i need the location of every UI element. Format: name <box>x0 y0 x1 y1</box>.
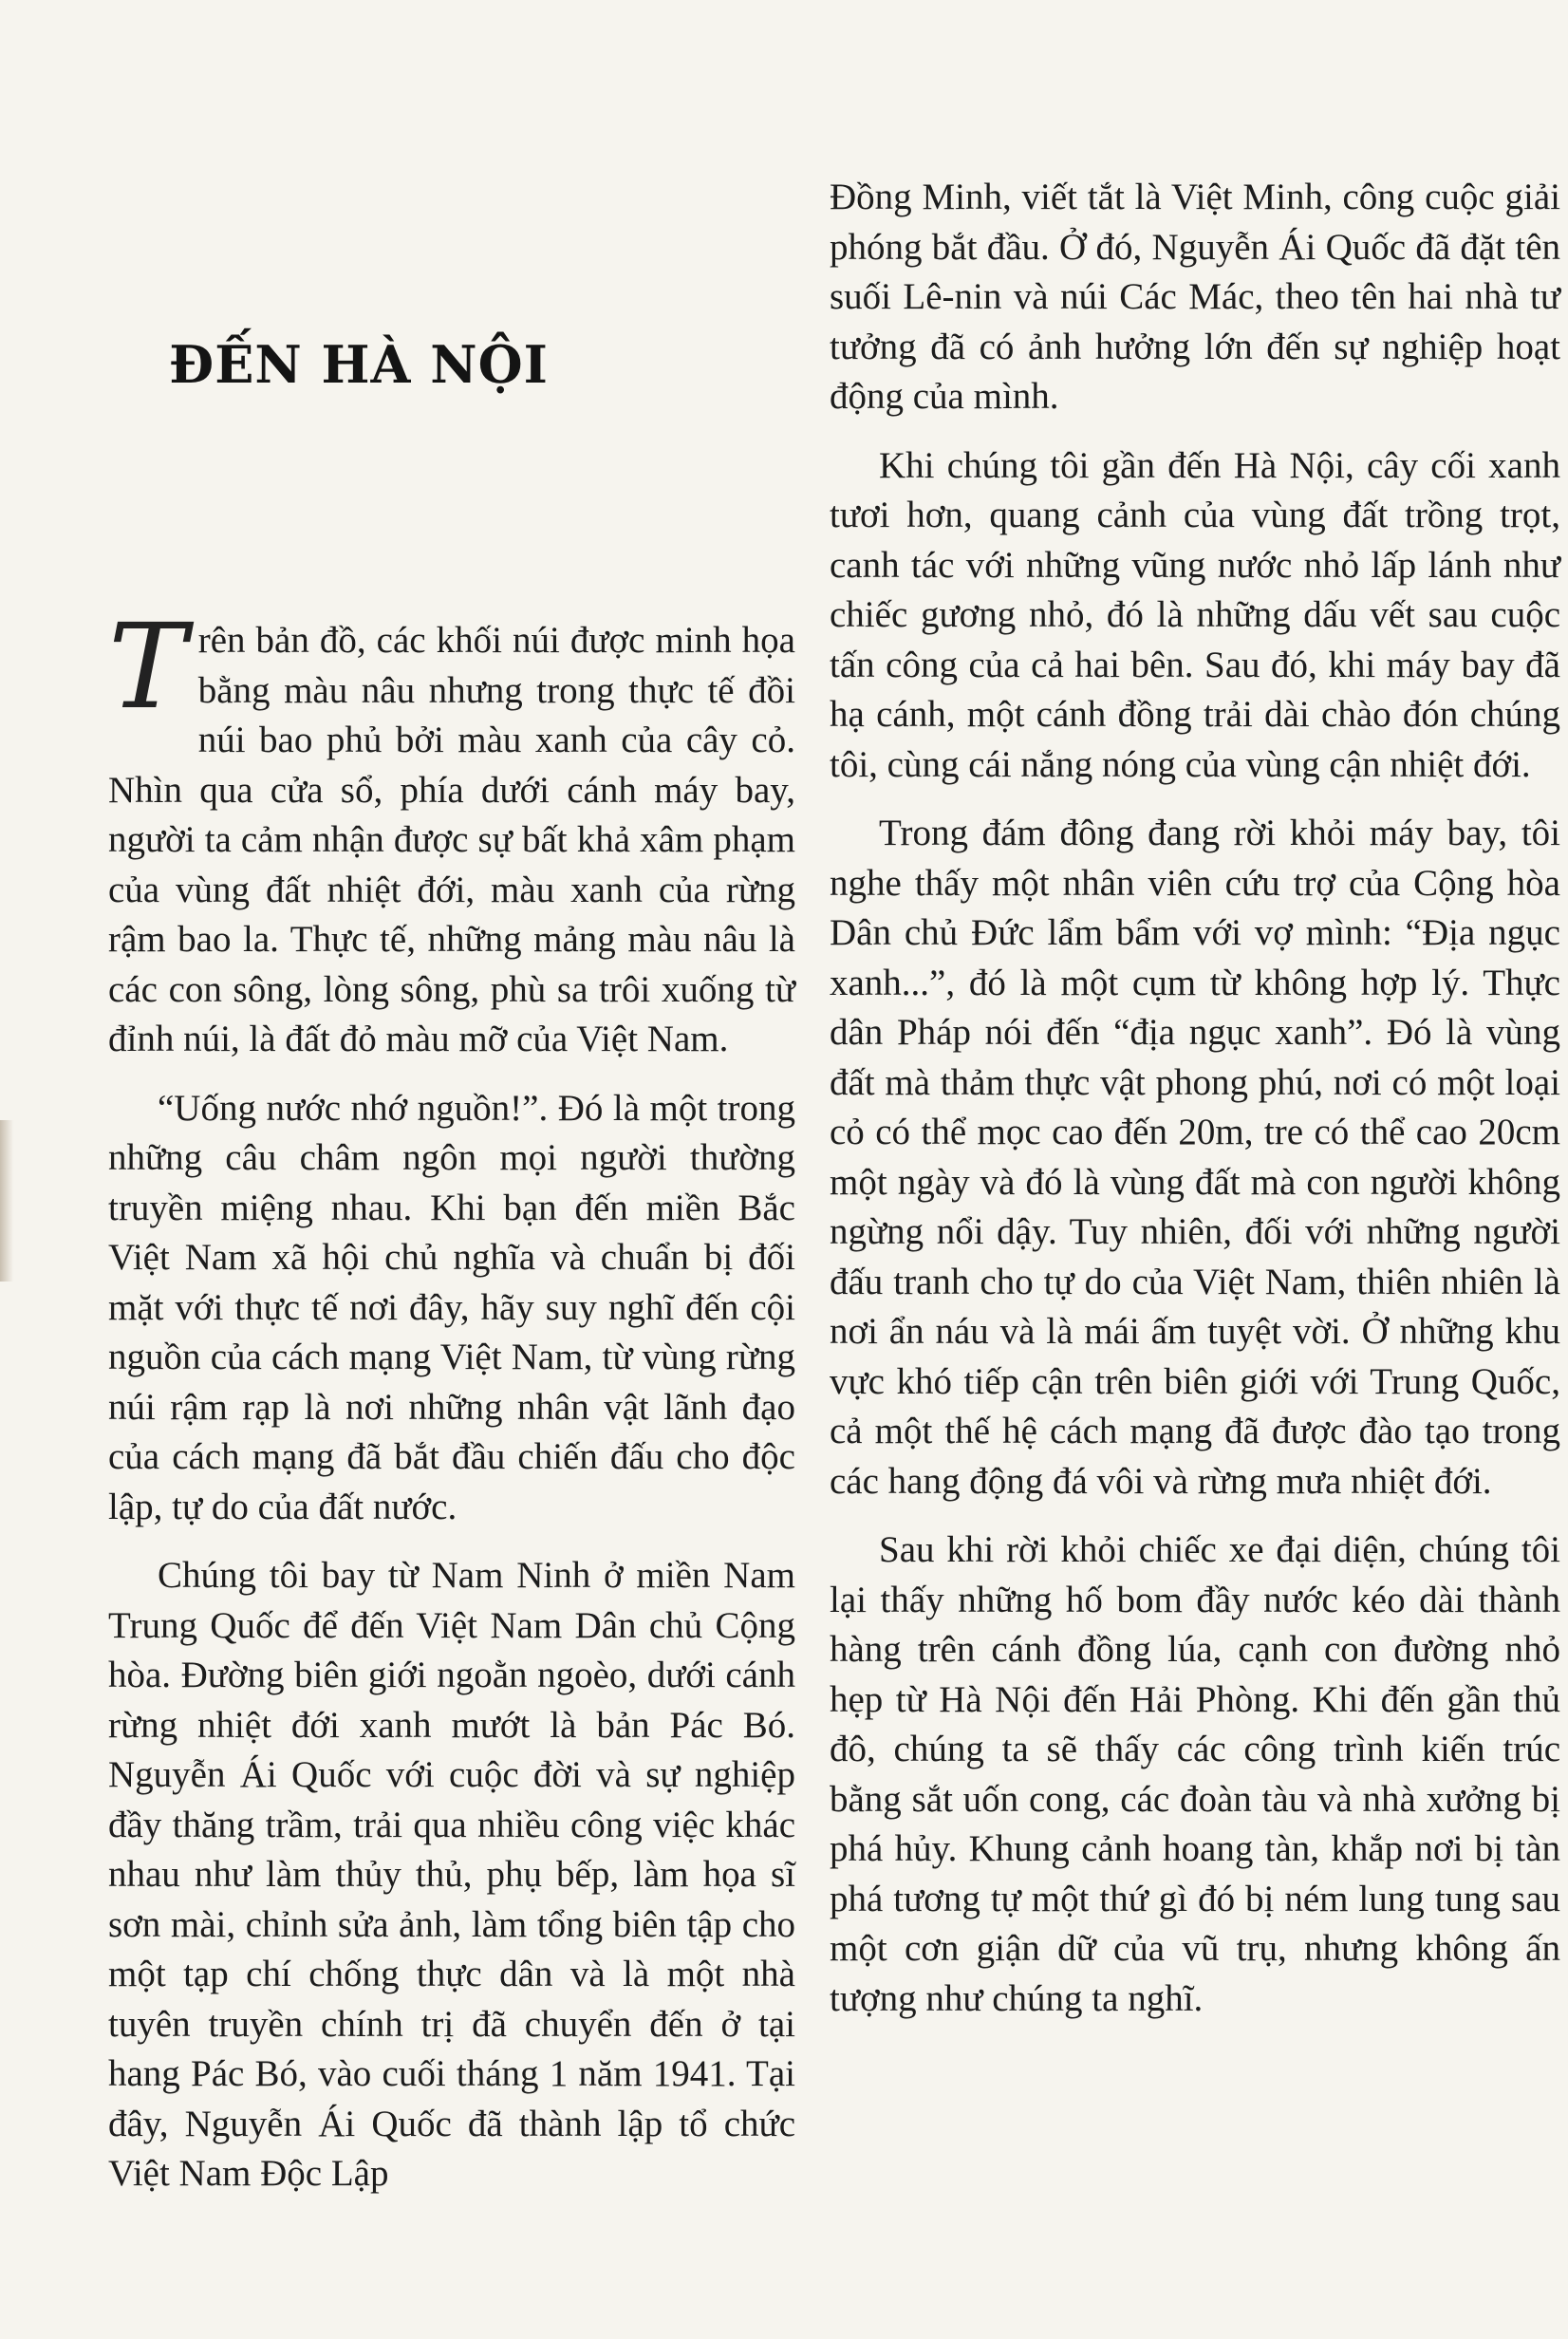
paragraph-text: rên bản đồ, các khối núi được minh họa bằng màu nâu nhưng trong thực tế đồi núi bao phủ bởi màu xanh của cây cỏ. Nhìn qua cửa sổ, phía dưới cánh máy bay, người ta cảm nhận được sự bất khả xâm phạm của vùng đất nhiệt đới, màu xanh của rừng rậm bao la. Thực tế, những mảng màu nâu là các con sông, lòng sông, phù sa trôi xuống từ đỉnh núi, là đất đỏ màu mỡ của Việt Nam. <box>108 620 795 1059</box>
paragraph: Đồng Minh, viết tắt là Việt Minh, công cuộc giải phóng bắt đầu. Ở đó, Nguyễn Ái Quốc đã đặt tên suối Lê-nin và núi Các Mác, theo tên hai nhà tư tưởng đã có ảnh hưởng lớn đến sự nghiệp hoạt động của mình. <box>830 177 1560 417</box>
paragraph: “Uống nước nhớ nguồn!”. Đó là một trong những câu châm ngôn mọi người thường truyền miệng nhau. Khi bạn đến miền Bắc Việt Nam xã hội chủ nghĩa và chuẩn bị đối mặt với thực tế nơi đây, hãy suy nghĩ đến cội nguồn của cách mạng Việt Nam, từ vùng rừng núi rậm rạp là nơi những nhân vật lãnh đạo của cách mạng đã bắt đầu chiến đấu cho độc lập, tự do của đất nước. <box>108 1087 795 1527</box>
paragraph: Khi chúng tôi gần đến Hà Nội, cây cối xanh tươi hơn, quang cảnh của vùng đất trồng trọt, canh tác với những vũng nước nhỏ lấp lánh như chiếc gương nhỏ, đó là những dấu vết sau cuộc tấn công của cả hai bên. Sau đó, khi máy bay đã hạ cánh, một cánh đồng trải dài chào đón chúng tôi, cùng cái nắng nóng của vùng cận nhiệt đới. <box>830 444 1560 785</box>
paragraph: Trong đám đông đang rời khỏi máy bay, tôi nghe thấy một nhân viên cứu trợ của Cộng hòa Dân chủ Đức lẩm bẩm với vợ mình: “Địa ngục xanh...”, đó là một cụm từ không hợp lý. Thực dân Pháp nói đến “địa ngục xanh”. Đó là vùng đất mà thảm thực vật phong phú, nơi có một loại cỏ có thể mọc cao đến 20m, tre có thể cao 20cm một ngày và đó là vùng đất mà con người không ngừng nổi dậy. Tuy nhiên, đối với những người đấu tranh cho tự do của Việt Nam, thiên nhiên là nơi ẩn náu và là mái ấm tuyệt vời. Ở những khu vực khó tiếp cận trên biên giới với Trung Quốc, cả một thế hệ cách mạng đã được đào tạo trong các hang động đá vôi và rừng mưa nhiệt đới. <box>830 813 1560 1502</box>
page-edge-shadow <box>0 1120 13 1282</box>
paragraph: Chúng tôi bay từ Nam Ninh ở miền Nam Trung Quốc để đến Việt Nam Dân chủ Cộng hòa. Đường biên giới ngoằn ngoèo, dưới cánh rừng nhiệt đới xanh mướt là bản Pác Bó. Nguyễn Ái Quốc với cuộc đời và sự nghiệp đầy thăng trầm, trải qua nhiều công việc khác nhau như làm thủy thủ, phụ bếp, làm họa sĩ sơn mài, chỉnh sửa ảnh, làm tổng biên tập cho một tạp chí chống thực dân và là một nhà tuyên truyền chính trị đã chuyển đến ở tại hang Pác Bó, vào cuối tháng 1 năm 1941. Tại đây, Nguyễn Ái Quốc đã thành lập tổ chức Việt Nam Độc Lập <box>108 1555 795 2194</box>
drop-cap: T <box>108 599 187 736</box>
paragraph: Sau khi rời khỏi chiếc xe đại diện, chúng tôi lại thấy những hố bom đầy nước kéo dài thành hàng trên cánh đồng lúa, cạnh con đường nhỏ hẹp từ Hà Nội đến Hải Phòng. Khi đến gần thủ đô, chúng ta sẽ thấy các công trình kiến trúc bằng sắt uốn cong, các đoàn tàu và nhà xưởng bị phá hủy. Khung cảnh hoang tàn, khắp nơi bị tàn phá tương tự một thứ gì đó bị ném lung tung sau một cơn giận dữ của vũ trụ, nhưng không ấn tượng như chúng ta nghĩ. <box>830 1529 1560 2019</box>
paragraph <box>108 599 795 1065</box>
right-column <box>830 173 1560 2043</box>
left-column <box>108 599 795 2218</box>
chapter-title: ĐẾN HÀ NỘI <box>169 334 549 395</box>
